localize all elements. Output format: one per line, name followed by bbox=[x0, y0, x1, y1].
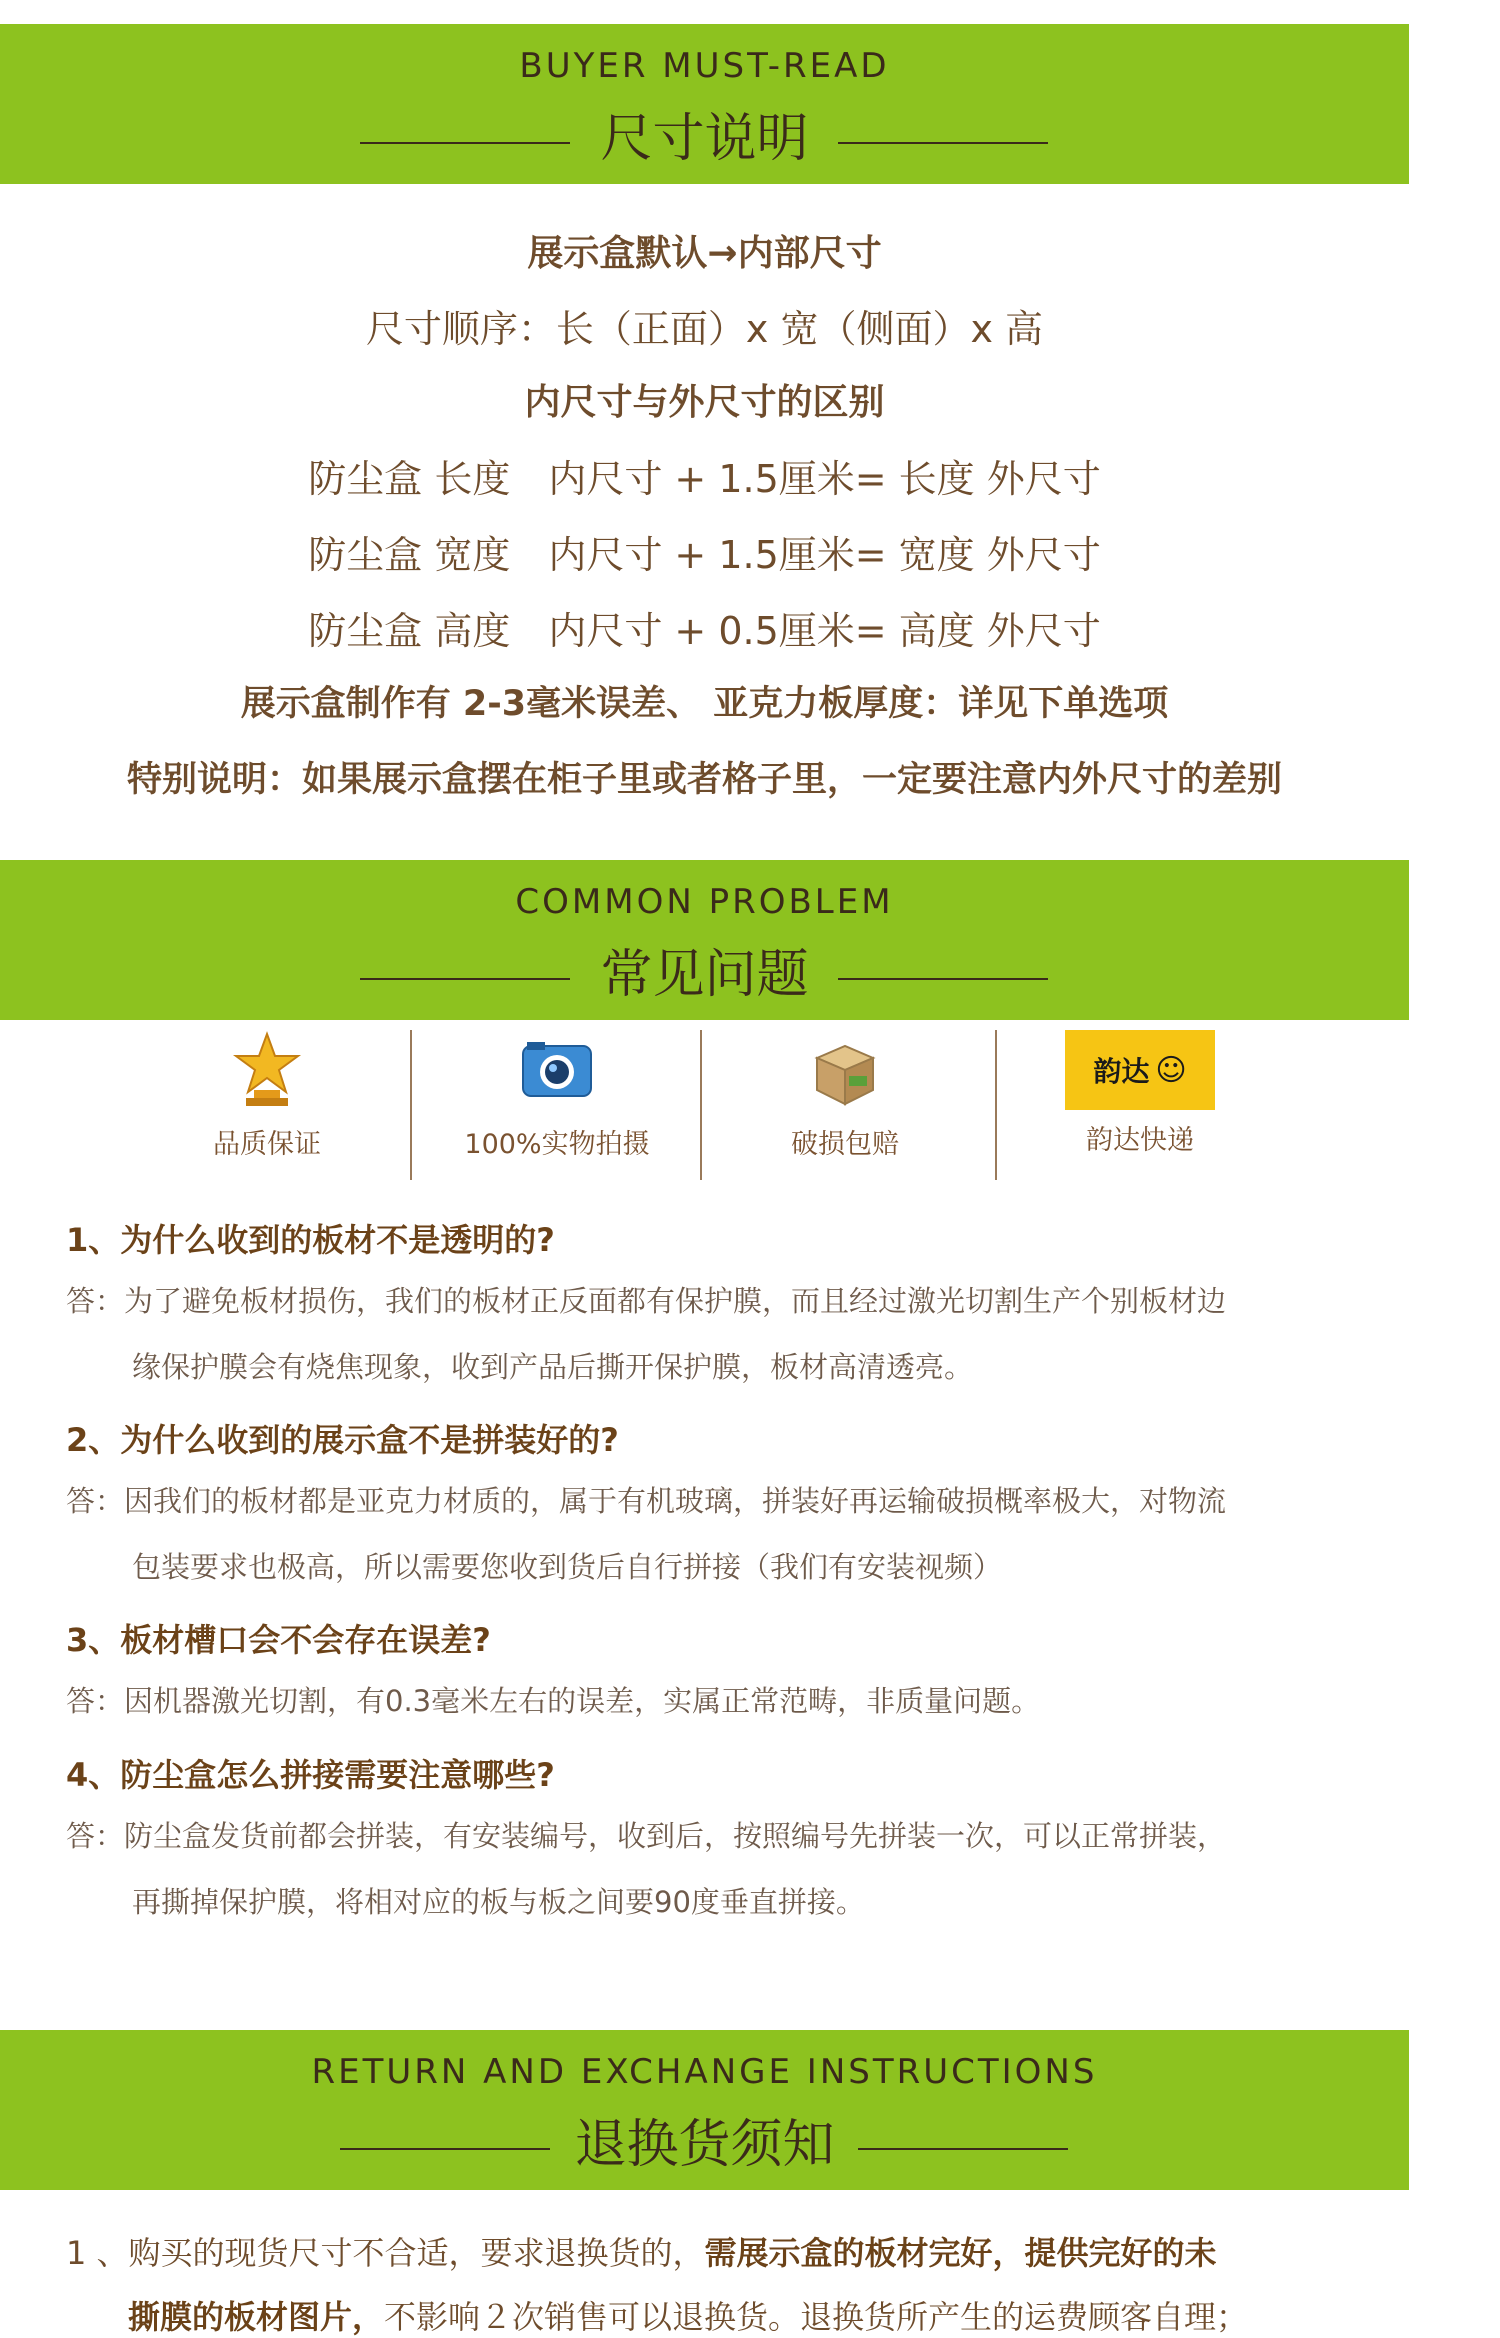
size-line-4: 防尘盒 长度 内尺寸 + 1.5厘米= 长度 外尺寸 bbox=[308, 457, 1101, 501]
star-trophy-icon bbox=[232, 1030, 302, 1110]
section-zh-title: 尺寸说明 bbox=[600, 109, 809, 169]
size-line-6: 防尘盒 高度 内尺寸 + 0.5厘米= 高度 外尺寸 bbox=[308, 609, 1101, 653]
section-en-title: COMMON PROBLEM bbox=[515, 882, 894, 922]
feature-quality bbox=[167, 1030, 367, 1161]
section-zh-title: 常见问题 bbox=[600, 945, 809, 1005]
return-line-1: 1 、购买的现货尺寸不合适，要求退换货的，需展示盒的板材完好，提供完好的未 bbox=[66, 2234, 1217, 2272]
size-line-7: 展示盒制作有 2-3毫米误差、 亚克力板厚度：详见下单选项 bbox=[240, 684, 1169, 724]
feature-label: 100%实物拍摄 bbox=[464, 1129, 650, 1160]
faq-answer: 答：防尘盒发货前都会拼装，有安装编号，收到后，按照编号先拼装一次，可以正常拼装， 再撕掉保护膜，将相对应的板与板之间要90度垂直拼接。 bbox=[66, 1819, 1227, 1919]
section-zh-title: 退换货须知 bbox=[574, 2115, 835, 2175]
faq-answer: 答：因我们的板材都是亚克力材质的，属于有机玻璃，拼装好再运输破损概率极大，对物流 包装要求也极高，所以需要您收到货后自行拼接（我们有安装视频） bbox=[66, 1484, 1227, 1584]
size-line-1: 展示盒默认→内部尺寸 bbox=[527, 233, 882, 274]
faq-question: 1、为什么收到的板材不是透明的? bbox=[66, 1221, 555, 1259]
return-line-2: 撕膜的板材图片，不影响２次销售可以退换货。退换货所产生的运费顾客自理； bbox=[128, 2298, 1249, 2336]
section-header-faq bbox=[0, 860, 1409, 1020]
faq-question: 3、板材槽口会不会存在误差? bbox=[66, 1621, 491, 1659]
faq-question: 2、为什么收到的展示盒不是拼装好的? bbox=[66, 1421, 619, 1459]
divider-line-right bbox=[838, 142, 1048, 144]
size-line-5: 防尘盒 宽度 内尺寸 + 1.5厘米= 宽度 外尺寸 bbox=[308, 533, 1101, 577]
size-line-8: 特别说明：如果展示盒摆在柜子里或者格子里，一定要注意内外尺寸的差别 bbox=[126, 760, 1282, 800]
faq-answer: 答：为了避免板材损伤，我们的板材正反面都有保护膜，而且经过激光切割生产个别板材边 缘保护膜会有烧焦现象，收到产品后撕开保护膜，板材高清透亮。 bbox=[66, 1284, 1227, 1384]
section-en-title: RETURN AND EXCHANGE INSTRUCTIONS bbox=[311, 2052, 1098, 2092]
feature-damage bbox=[745, 1030, 945, 1161]
size-line-3: 内尺寸与外尺寸的区别 bbox=[524, 382, 885, 423]
section-header-return bbox=[0, 2030, 1409, 2190]
size-line-2: 尺寸顺序：长（正面）x 宽（侧面）x 高 bbox=[365, 307, 1044, 351]
divider-line-right bbox=[858, 2148, 1068, 2150]
faq-answer: 答：因机器激光切割，有0.3毫米左右的误差，实属正常范畴，非质量问题。 bbox=[66, 1684, 1041, 1718]
logo-text: 韵达 bbox=[1093, 1055, 1150, 1088]
divider-line-right bbox=[838, 978, 1048, 980]
faq-question: 4、防尘盒怎么拼接需要注意哪些? bbox=[66, 1756, 555, 1794]
feature-label: 韵达快递 bbox=[1086, 1125, 1194, 1156]
section-header-size bbox=[0, 24, 1409, 184]
feature-label: 破损包赔 bbox=[791, 1129, 899, 1160]
yunda-logo-icon: 韵达 ☺ bbox=[1065, 1030, 1215, 1110]
section-en-title: BUYER MUST-READ bbox=[519, 46, 890, 86]
feature-photo bbox=[457, 1030, 657, 1161]
package-icon bbox=[805, 1030, 885, 1110]
feature-divider bbox=[995, 1030, 997, 1180]
camera-icon bbox=[517, 1030, 597, 1110]
feature-express bbox=[1040, 1030, 1240, 1157]
feature-divider bbox=[700, 1030, 702, 1180]
feature-divider bbox=[410, 1030, 412, 1180]
feature-label: 品质保证 bbox=[213, 1129, 321, 1160]
